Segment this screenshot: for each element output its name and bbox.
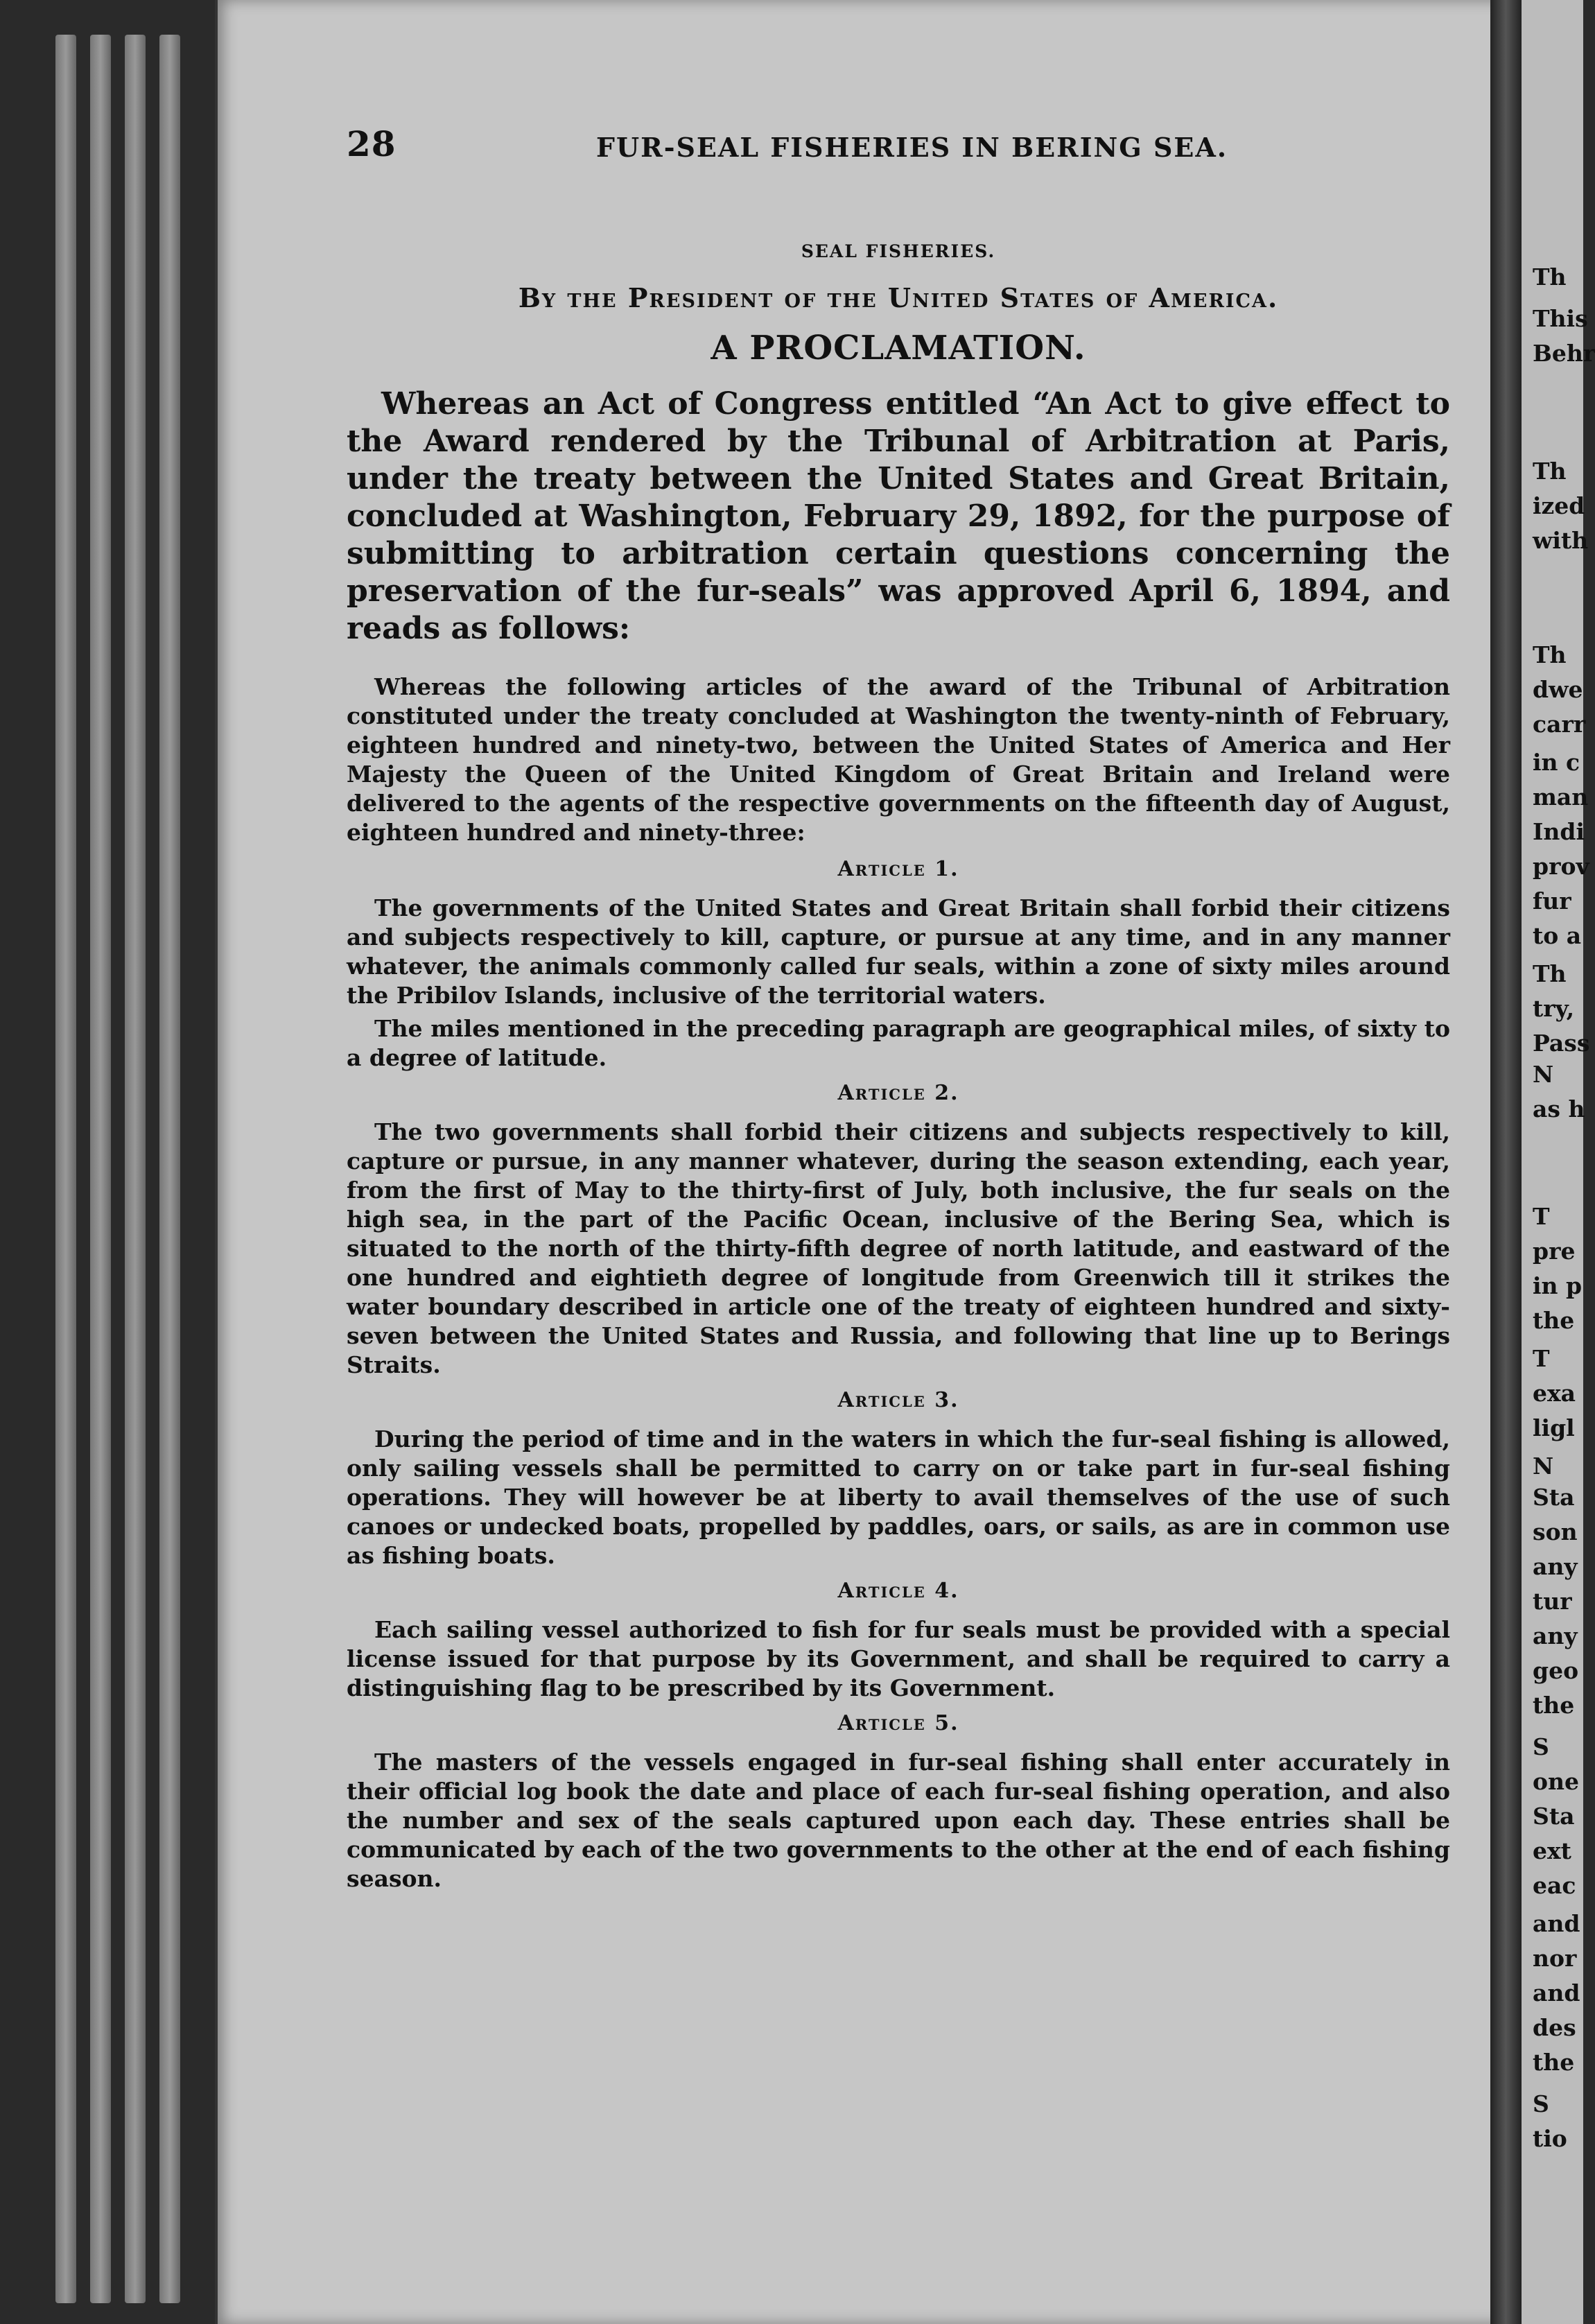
page-stack-edge <box>159 35 180 2303</box>
article-3-paragraph-1: During the period of time and in the waters in which the fur-seal fishing is allowed, only sailing vessels shall be permitted to carry on or take part in fur-seal fishing operations. They will however be at liberty to avail themselves of the use of such canoes or undecked boats, propelled by paddles, oars, or sails, as are in common use as fishing boats. <box>347 1425 1450 1569</box>
adjacent-page-text-fragment: des <box>1533 2014 1576 2041</box>
page-stack-edge <box>125 35 146 2303</box>
adjacent-page-text-fragment: Behr <box>1533 340 1595 367</box>
running-title: FUR-SEAL FISHERIES IN BERING SEA. <box>596 132 1228 163</box>
quoted-intro-paragraph: Whereas the following articles of the award of the Tribunal of Arbitration constituted under the treaty concluded at Washington the twenty-ninth of February, eighteen hundred and ninety-two, between the United States of America and Her Majesty the Queen of the United Kingdom of Great Britain and Ireland were delivered to the agents of the respective governments on the fifteenth day of August, eighteen hundred and ninety-three: <box>347 673 1450 846</box>
proclamation-title: A PROCLAMATION. <box>711 329 1086 367</box>
adjacent-page-text-fragment: any <box>1533 1553 1578 1580</box>
adjacent-page-text-fragment: in p <box>1533 1272 1583 1299</box>
adjacent-page-text-fragment: the <box>1533 1692 1575 1719</box>
adjacent-page-text-fragment: dwe <box>1533 676 1583 703</box>
adjacent-page-text-fragment: with <box>1533 527 1589 554</box>
article-4-paragraph-1: Each sailing vessel authorized to fish for fur seals must be provided with a special license issued for that purpose by its Government, and shall be required to carry a distinguishing flag to be prescribed by its Government. <box>347 1616 1450 1701</box>
adjacent-page-text-fragment: Th <box>1533 458 1567 485</box>
article-1-heading: Article 1. <box>837 857 959 881</box>
adjacent-page-text-fragment: Th <box>1533 641 1567 668</box>
adjacent-page-text-fragment: N <box>1533 1452 1554 1480</box>
adjacent-page-text-fragment: ized <box>1533 492 1585 519</box>
adjacent-page-text-fragment: ligl <box>1533 1414 1575 1441</box>
adjacent-page-text-fragment: This <box>1533 305 1588 332</box>
adjacent-page-text-fragment: Th <box>1533 960 1567 987</box>
adjacent-page-text-fragment: T <box>1533 1345 1550 1372</box>
adjacent-page-text-fragment: try, <box>1533 995 1575 1022</box>
article-4-heading: Article 4. <box>837 1579 959 1603</box>
adjacent-page-text-fragment: the <box>1533 1307 1575 1334</box>
adjacent-page-text-fragment: and <box>1533 1910 1580 1937</box>
article-1-paragraph-2: The miles mentioned in the preceding paragraph are geographical miles, of sixty to a degree of latitude. <box>347 1015 1450 1071</box>
book-gutter <box>1490 0 1522 2324</box>
adjacent-page-text-fragment: one <box>1533 1768 1579 1795</box>
adjacent-page-text-fragment: and <box>1533 1979 1580 2006</box>
page-number: 28 <box>347 123 396 164</box>
adjacent-page-text-fragment: to a <box>1533 922 1582 949</box>
adjacent-page-text-fragment: S <box>1533 1733 1549 1760</box>
adjacent-page-text-fragment: exa <box>1533 1380 1576 1407</box>
preamble-paragraph: Whereas an Act of Congress entitled “An Act to give effect to the Award rendered by the Tribunal of Arbitration at Paris, under the treaty between the United States and Great Britain, concluded at Washington, February 29, 1892, for the purpose of submitting to arbitration certain questions concerning the preservation of the fur-seals” was approved April 6, 1894, and reads as follows: <box>347 386 1450 646</box>
article-1-paragraph-1: The governments of the United States and Great Britain shall forbid their citizens and subjects respectively to kill, capture, or pursue at any time, and in any manner whatever, the animals commonly called fur seals, within a zone of sixty miles around the Pribilov Islands, inclusive of the territorial waters. <box>347 894 1450 1009</box>
article-5-heading: Article 5. <box>837 1711 959 1735</box>
page-stack-edge <box>55 35 76 2303</box>
adjacent-page-text-fragment: son <box>1533 1518 1578 1545</box>
adjacent-page-text-fragment: as h <box>1533 1095 1585 1122</box>
adjacent-page-text-fragment: geo <box>1533 1657 1579 1684</box>
page-stack-edge <box>90 35 111 2303</box>
adjacent-page-text-fragment: Th <box>1533 263 1567 290</box>
adjacent-page-text-fragment: the <box>1533 2049 1575 2076</box>
article-2-paragraph-1: The two governments shall forbid their citizens and subjects respectively to kill, capture or pursue, in any manner whatever, during the season extending, each year, from the first of May to the thirty-first of July, both inclusive, the fur seals on the high sea, in the part of the Pacific Ocean, inclusive of the Bering Sea, which is situated to the north of the thirty-fifth degree of north latitude, and eastward of the one hundred and eightieth degree of longitude from Greenwich till it strikes the water boundary described in article one of the treaty of eighteen hundred and sixty-seven between the United States and Russia, and following that line up to Berings Straits. <box>347 1118 1450 1378</box>
adjacent-page-text-fragment: N <box>1533 1061 1554 1088</box>
adjacent-page-text-fragment: nor <box>1533 1945 1577 1972</box>
adjacent-page-text-fragment: T <box>1533 1203 1550 1230</box>
adjacent-page-text-fragment: tio <box>1533 2125 1567 2152</box>
adjacent-page-text-fragment: carr <box>1533 711 1586 738</box>
adjacent-page-text-fragment: any <box>1533 1622 1578 1649</box>
adjacent-page-text-fragment: Sta <box>1533 1484 1575 1511</box>
adjacent-page <box>1522 0 1595 2324</box>
adjacent-page-text-fragment: Indi <box>1533 818 1585 845</box>
adjacent-page-text-fragment: tur <box>1533 1588 1572 1615</box>
adjacent-page-text-fragment: ext <box>1533 1837 1571 1864</box>
article-3-heading: Article 3. <box>837 1388 959 1412</box>
adjacent-page-text-fragment: S <box>1533 2090 1549 2117</box>
adjacent-page-text-fragment: man <box>1533 783 1589 810</box>
section-heading: SEAL FISHERIES. <box>801 241 996 261</box>
adjacent-page-text-fragment: in c <box>1533 749 1580 776</box>
adjacent-page-text-fragment: pre <box>1533 1238 1576 1265</box>
adjacent-page-text-fragment: fur <box>1533 887 1571 914</box>
article-2-heading: Article 2. <box>837 1081 959 1105</box>
article-5-paragraph-1: The masters of the vessels engaged in fur-seal fishing shall enter accurately in their official log book the date and place of each fur-seal fishing operation, and also the number and sex of the seals captured upon each day. These entries shall be communicated by each of the two governments to the other at the end of each fishing season. <box>347 1749 1450 1892</box>
adjacent-page-text-fragment: prov <box>1533 853 1589 880</box>
adjacent-page-text-fragment: eac <box>1533 1872 1576 1899</box>
byline: By the President of the United States of America. <box>518 282 1279 313</box>
page-content <box>347 241 1450 1898</box>
adjacent-page-text-fragment: Pass <box>1533 1030 1590 1057</box>
adjacent-page-text-fragment: Sta <box>1533 1803 1575 1830</box>
